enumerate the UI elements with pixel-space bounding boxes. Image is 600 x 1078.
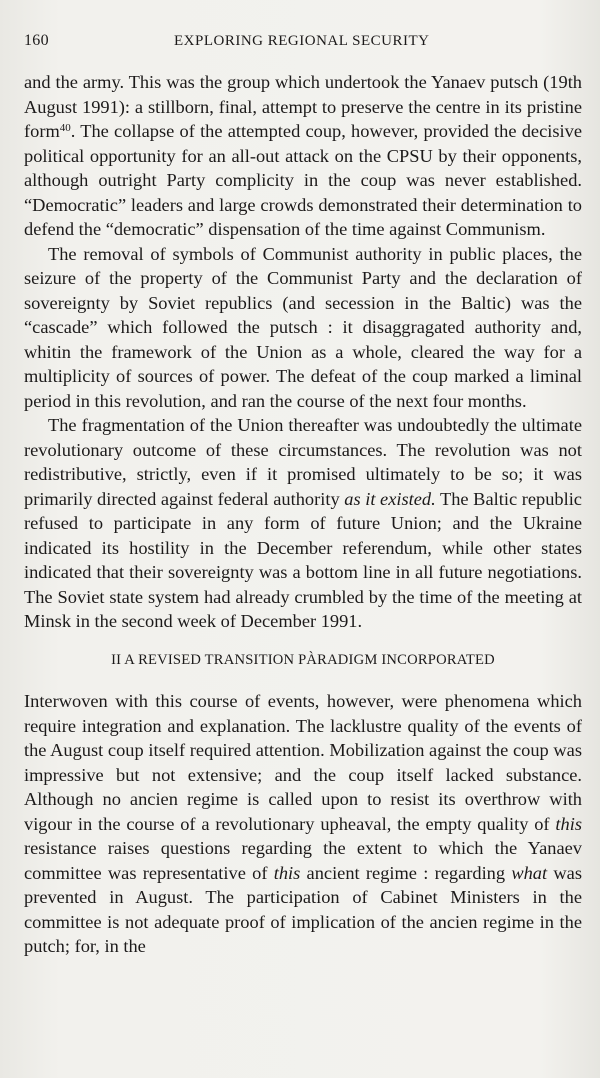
paragraph-4-italic-3: what xyxy=(511,862,548,883)
paragraph-4-italic-1: this xyxy=(555,813,582,834)
page-number: 160 xyxy=(24,32,49,49)
paragraph-4-text-d: was prevented in August. The participation of Cabinet Ministers in the committee is not adequate proof of implication of the ancien regime in the putch; for, in the xyxy=(24,862,582,956)
paragraph-4-text-b: resistance raises questions regarding the extent to which the Yanaev committee was representative of xyxy=(24,838,582,883)
paragraph-1-text-b: . The collapse of the attempted coup, however, provided the decisive political opportunity for an all-out attack on the CPSU by their opponents, although outright Party complicity in the coup was never established. “Democratic” leaders and large crowds demonstrated their determination to defend the “democratic” dispensation of the time against Communism. xyxy=(24,121,582,239)
paragraph-1-text-a: and the army. This was the group which undertook the Yanaev putsch (19th August 1991): a stillborn, final, attempt to preserve the centre in its pristine form xyxy=(24,72,582,141)
section-heading: II A REVISED TRANSITION PÀRADIGM INCORPORATED xyxy=(111,651,495,668)
paragraph-3-italic: as it existed. xyxy=(344,488,436,509)
page-header xyxy=(24,32,570,50)
running-head: EXPLORING REGIONAL SECURITY xyxy=(174,33,430,49)
paragraph-4-text-a: Interwoven with this course of events, however, were phenomena which require integration and explanation. The lacklustre quality of the events of the August coup itself required attention. Mobilization against the coup was impressive but not extensive; and the coup itself lacked substance. Although no ancien regime is called upon to resist its overthrow with vigour in the course of a revolutionary upheaval, the empty quality of xyxy=(24,691,582,834)
paragraph-3-text-a: The fragmentation of the Union thereafter was undoubtedly the ultimate revolutionary outcome of these circumstances. The revolution was not redistributive, strictly, even if it promised ultimately to be so; it was primarily directed against federal authority xyxy=(24,415,582,509)
paragraph-3-text-b: The Baltic republic refused to participate in any form of future Union; and the Ukraine indicated its hostility in the December referendum, while other states indicated that their sovereignty was a bottom line in all future negotiations. The Soviet state system had already crumbled by the time of the meeting at Minsk in the second week of December 1991. xyxy=(24,488,582,631)
paragraph-4-italic-2: this xyxy=(273,862,301,883)
footnote-ref: 40 xyxy=(59,122,71,134)
paragraph-4-text-c: ancient regime : regarding xyxy=(300,862,512,883)
paragraph-3 xyxy=(24,413,582,634)
paragraph-2: The removal of symbols of Communist authority in public places, the seizure of the property of the Communist Party and the declaration of sovereignty by Soviet republics (and secession in the Baltic) was the “cascade” which followed the putsch : it disaggragated authority and, whitin the framework of the Union as a whole, cleared the way for a multiplicity of sources of power. The defeat of the coup marked a liminal period in this revolution, and ran the course of the next four months. xyxy=(24,243,582,411)
paragraph-4 xyxy=(24,689,582,959)
paragraph-1 xyxy=(24,70,582,242)
body-text xyxy=(24,70,582,959)
